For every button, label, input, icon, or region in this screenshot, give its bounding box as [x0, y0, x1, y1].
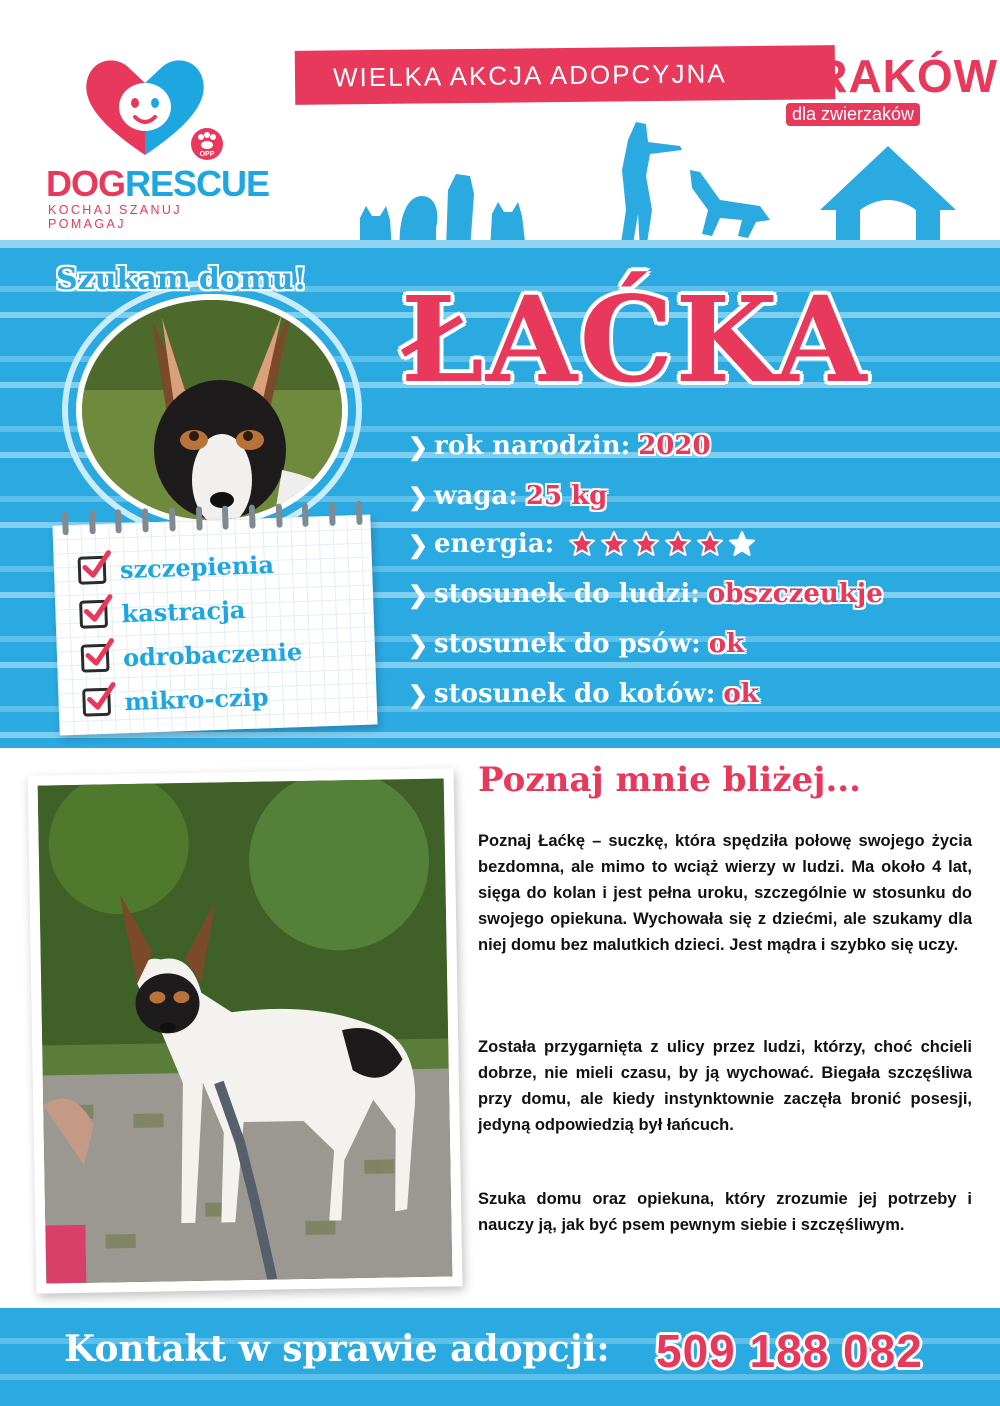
- about-paragraph-3: Szuka domu oraz opiekuna, który zrozumie jej potrzeby i nauczy ją, jak być psem pewnym siebie i szczęśliwym.: [478, 1190, 972, 1234]
- checklist-item-deworming: [80, 631, 302, 679]
- checkbox-checked-icon: [78, 556, 107, 585]
- krakow-subtitle: dla zwierzaków: [786, 103, 920, 126]
- attr-label: stosunek do ludzi:: [434, 579, 700, 609]
- contact-label: Kontakt w sprawie adopcji:: [64, 1328, 610, 1370]
- brand-tagline: KOCHAJ SZANUJ POMAGAJ: [48, 203, 182, 231]
- attr-value: 25 kg: [525, 481, 608, 511]
- attr-energy: [408, 524, 760, 564]
- attr-label: energia:: [434, 529, 555, 559]
- opp-badge: OPP: [199, 151, 215, 158]
- attr-label: rok narodzin:: [434, 431, 631, 461]
- health-checklist-notepad: [52, 515, 377, 736]
- dog-silhouette-icon-2: [446, 174, 474, 250]
- chevron-right-icon: ❯: [408, 481, 429, 511]
- attr-value: ok: [708, 629, 745, 659]
- star-filled-icon: [632, 530, 660, 558]
- chevron-right-icon: ❯: [408, 679, 429, 709]
- attr-dogs: [408, 624, 744, 664]
- attr-label: stosunek do psów:: [434, 629, 701, 659]
- checkbox-checked-icon: [81, 644, 110, 673]
- checkbox-checked-icon: [82, 688, 111, 717]
- about-paragraph-1: Poznaj Łaćkę – suczkę, która spędziła połowę swojego życia bezdomna, ale mimo to wciąż wierzy w ludzi. Ma około 4 lat, sięga do kolan i jest pełna uroku, szczególnie w stosunku do swojego opiekuna. Wychowała się z dziećmi, ale szukamy dla niej domu bez malutkich dzieci. Jest mądra i szybko się uczy.: [478, 832, 972, 954]
- woman-silhouette-icon: [620, 122, 682, 250]
- brand-name: [46, 163, 269, 205]
- star-empty-icon: [728, 530, 756, 558]
- checklist-item-castration: [79, 589, 246, 635]
- chevron-right-icon: ❯: [408, 629, 429, 659]
- chevron-right-icon: ❯: [408, 529, 429, 559]
- energy-rating-stars: [568, 530, 760, 558]
- paw-icon: [190, 127, 224, 161]
- dog-full-photo-image: [38, 778, 453, 1283]
- attr-people: [408, 574, 883, 614]
- dogrescue-logo: [40, 55, 270, 231]
- brand-part-1: DOG: [46, 163, 126, 204]
- campaign-banner-text: WIELKA AKCJA ADOPCYJNA: [332, 58, 727, 93]
- dog-full-photo: [38, 778, 453, 1283]
- attr-weight: [408, 476, 607, 516]
- brand-part-2: RESCUE: [125, 163, 270, 204]
- checklist-label: odrobaczenie: [122, 636, 303, 672]
- attr-birth-year: [408, 426, 711, 466]
- attr-cats: [408, 674, 759, 714]
- checklist-label: szczepienia: [119, 549, 275, 584]
- campaign-banner: [295, 45, 836, 105]
- star-filled-icon: [696, 530, 724, 558]
- star-filled-icon: [600, 530, 628, 558]
- pets-silhouette-illustration: [340, 110, 960, 260]
- chevron-right-icon: ❯: [408, 431, 429, 461]
- about-paragraph-2: Została przygarnięta z ulicy przez ludzi, którzy, choć chcieli dobrze, nie mieli czasu, by ją wychować. Biegała szczęśliwa przy domu, ale kiedy instynktownie zaczęła bronić posesji, jedyną odpowiedzią był łańcuch.: [478, 1038, 972, 1134]
- seek-home-title: Szukam domu!: [56, 262, 307, 297]
- attr-value: ok: [723, 679, 759, 709]
- contact-footer: [0, 1308, 1000, 1406]
- star-filled-icon: [568, 530, 596, 558]
- checklist-label: kastracja: [121, 594, 246, 628]
- contact-phone[interactable]: 509 188 082: [656, 1325, 923, 1377]
- about-title: Poznaj mnie bliżej...: [478, 760, 861, 800]
- jumping-dog-silhouette-icon: [690, 170, 770, 238]
- attr-value: 2020: [638, 431, 711, 461]
- attr-value: obszczeukje: [707, 579, 883, 609]
- checkbox-checked-icon: [79, 600, 108, 629]
- checklist-label: mikro-czip: [124, 681, 269, 716]
- attr-label: stosunek do kotów:: [434, 679, 716, 709]
- checklist-item-microchip: [82, 676, 269, 722]
- dog-full-photo-frame: [28, 768, 463, 1293]
- chevron-right-icon: ❯: [408, 579, 429, 609]
- dog-portrait-photo: [76, 294, 348, 526]
- checklist-item-vaccination: [77, 544, 274, 591]
- krakow-title: KRAKÓW: [780, 50, 999, 102]
- star-filled-icon: [664, 530, 692, 558]
- attr-label: waga:: [434, 481, 518, 511]
- dog-name: ŁAĆKA: [400, 270, 869, 409]
